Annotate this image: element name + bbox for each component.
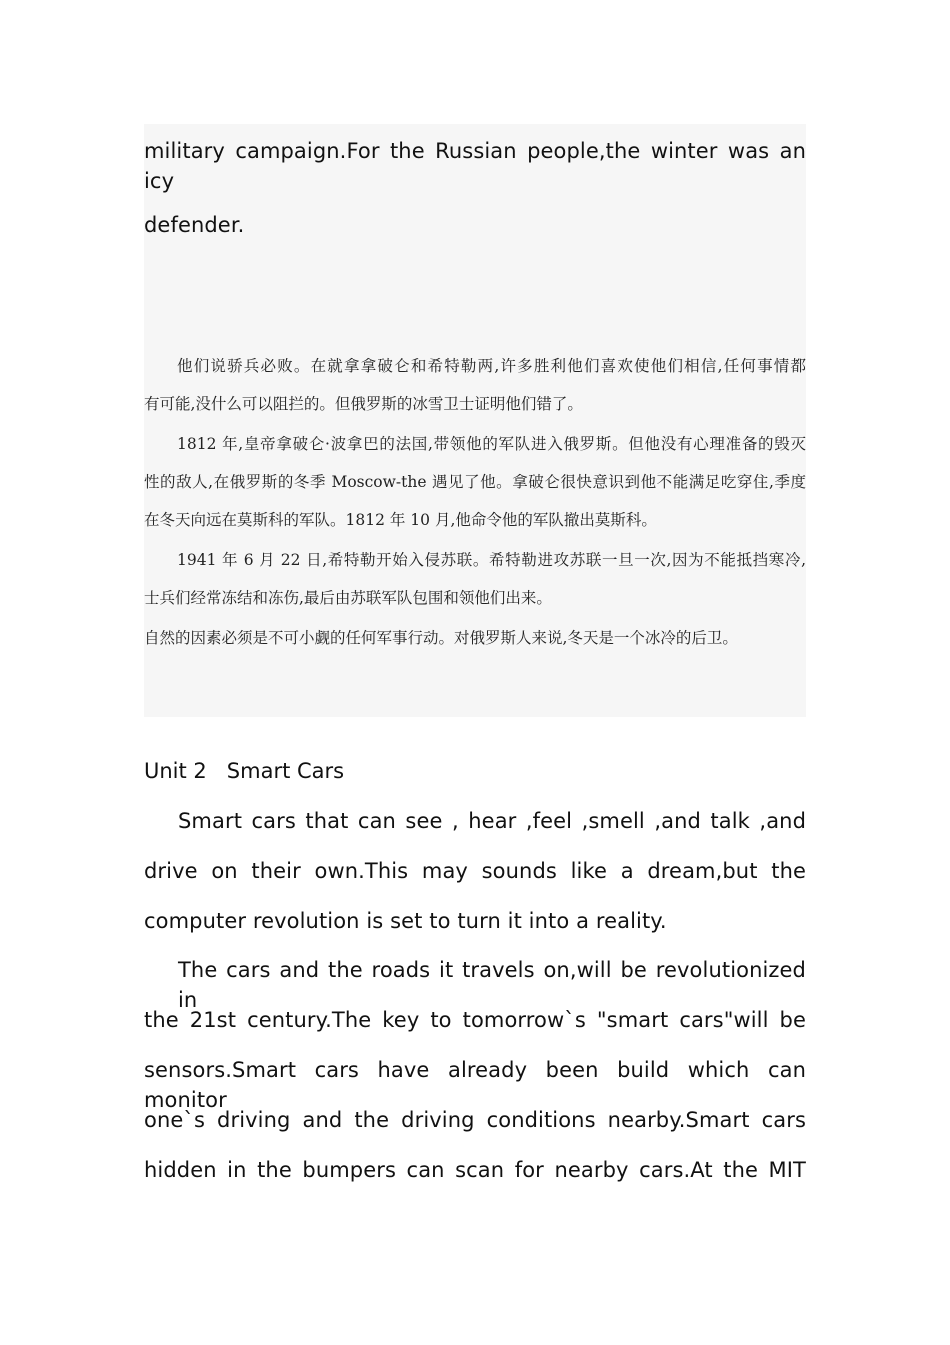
text-line: The cars and the roads it travels on,will be revolutionized in — [178, 958, 806, 1012]
unit-heading: Unit 2 Smart Cars — [144, 759, 345, 783]
text-line: defender. — [144, 213, 245, 237]
chinese-text-line: 在冬天向远在莫斯科的军队。1812 年 10 月,他命令他的军队撤出莫斯科。 — [144, 511, 657, 529]
chinese-text-line: 自然的因素必须是不可小觑的任何军事行动。对俄罗斯人来说,冬天是一个冰冷的后卫。 — [144, 629, 738, 647]
chinese-text-line: 他们说骄兵必败。在就拿拿破仑和希特勒两,许多胜利他们喜欢使他们相信,任何事情都 — [177, 357, 806, 375]
text-line: one`s driving and the driving conditions nearby.Smart cars — [144, 1108, 806, 1132]
chinese-text-line: 1812 年,皇帝拿破仑·波拿巴的法国,带领他的军队进入俄罗斯。但他没有心理准备的毁灭 — [177, 435, 806, 453]
text-line: Smart cars that can see , hear ,feel ,smell ,and talk ,and — [178, 809, 806, 833]
text-line: military campaign.For the Russian people,the winter was an icy — [144, 139, 806, 193]
chinese-text-line: 士兵们经常冻结和冻伤,最后由苏联军队包围和领他们出来。 — [144, 589, 552, 607]
chinese-text-line: 1941 年 6 月 22 日,希特勒开始入侵苏联。希特勒进攻苏联一旦一次,因为不能抵挡寒冷, — [177, 551, 806, 569]
text-line: computer revolution is set to turn it into a reality. — [144, 909, 667, 933]
text-line: hidden in the bumpers can scan for nearby cars.At the MIT — [144, 1158, 806, 1182]
text-line: the 21st century.The key to tomorrow`s "smart cars"will be — [144, 1008, 806, 1032]
chinese-text-line: 有可能,没什么可以阻拦的。但俄罗斯的冰雪卫士证明他们错了。 — [144, 395, 583, 413]
chinese-text-line: 性的敌人,在俄罗斯的冬季 Moscow-the 遇见了他。拿破仑很快意识到他不能满足吃穿住,季度 — [144, 473, 806, 491]
text-line: sensors.Smart cars have already been build which can monitor — [144, 1058, 806, 1112]
text-line: drive on their own.This may sounds like a dream,but the — [144, 859, 806, 883]
